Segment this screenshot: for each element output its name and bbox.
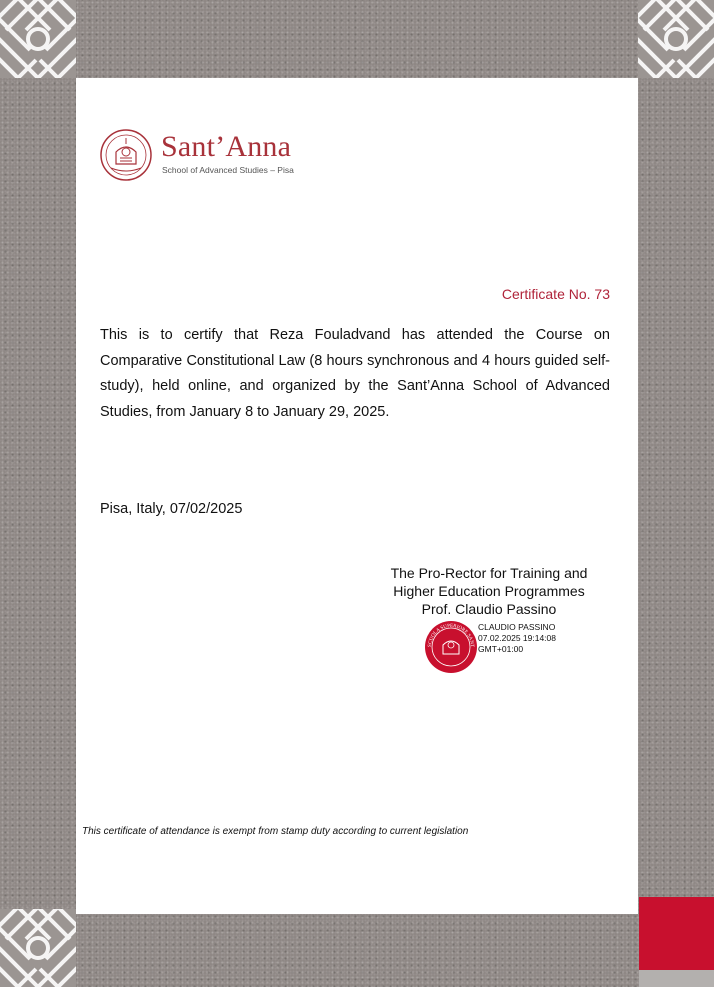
seal-icon: [99, 128, 153, 182]
signatory-block: [370, 564, 608, 618]
signatory-title-line-2: Higher Education Programmes: [393, 583, 585, 599]
seal-text: SCUOLA SUPERIORE SANT: [427, 623, 475, 648]
place-and-date: Pisa, Italy, 07/02/2025: [100, 501, 243, 517]
celtic-knot-ornament-top-left: [0, 0, 76, 78]
certificate-paper: [76, 78, 638, 914]
institution-logo: [99, 128, 319, 184]
digital-seal-icon: [424, 620, 478, 674]
institution-subtitle: School of Advanced Studies – Pisa: [162, 165, 294, 175]
signer-name: CLAUDIO PASSINO: [478, 622, 556, 632]
signature-timestamp: 07.02.2025 19:14:08: [478, 633, 556, 643]
institution-name: Sant’Anna: [161, 130, 292, 163]
certificate-body: This is to certify that Reza Fouladvand has attended the Course on Comparative Constitutional Law (8 hours synchronous and 4 hours guided self-study), held online, and organized by the Sant’Anna School of Advanced Studies, from January 8 to January 29, 2025.: [100, 327, 610, 420]
celtic-knot-ornament-bottom-left: [0, 909, 76, 987]
stamp-duty-note: This certificate of attendance is exempt from stamp duty according to current legislation: [82, 826, 469, 837]
signature-timezone: GMT+01:00: [478, 644, 524, 654]
certificate-number: Certificate No. 73: [501, 286, 610, 302]
grey-strip: [639, 970, 714, 987]
brand-red-block: [639, 897, 714, 970]
celtic-knot-ornament-top-right: [638, 0, 714, 78]
signatory-title-line-1: The Pro-Rector for Training and: [390, 565, 588, 581]
signatory-name: Prof. Claudio Passino: [421, 601, 557, 617]
digital-signature-info: [478, 622, 556, 655]
